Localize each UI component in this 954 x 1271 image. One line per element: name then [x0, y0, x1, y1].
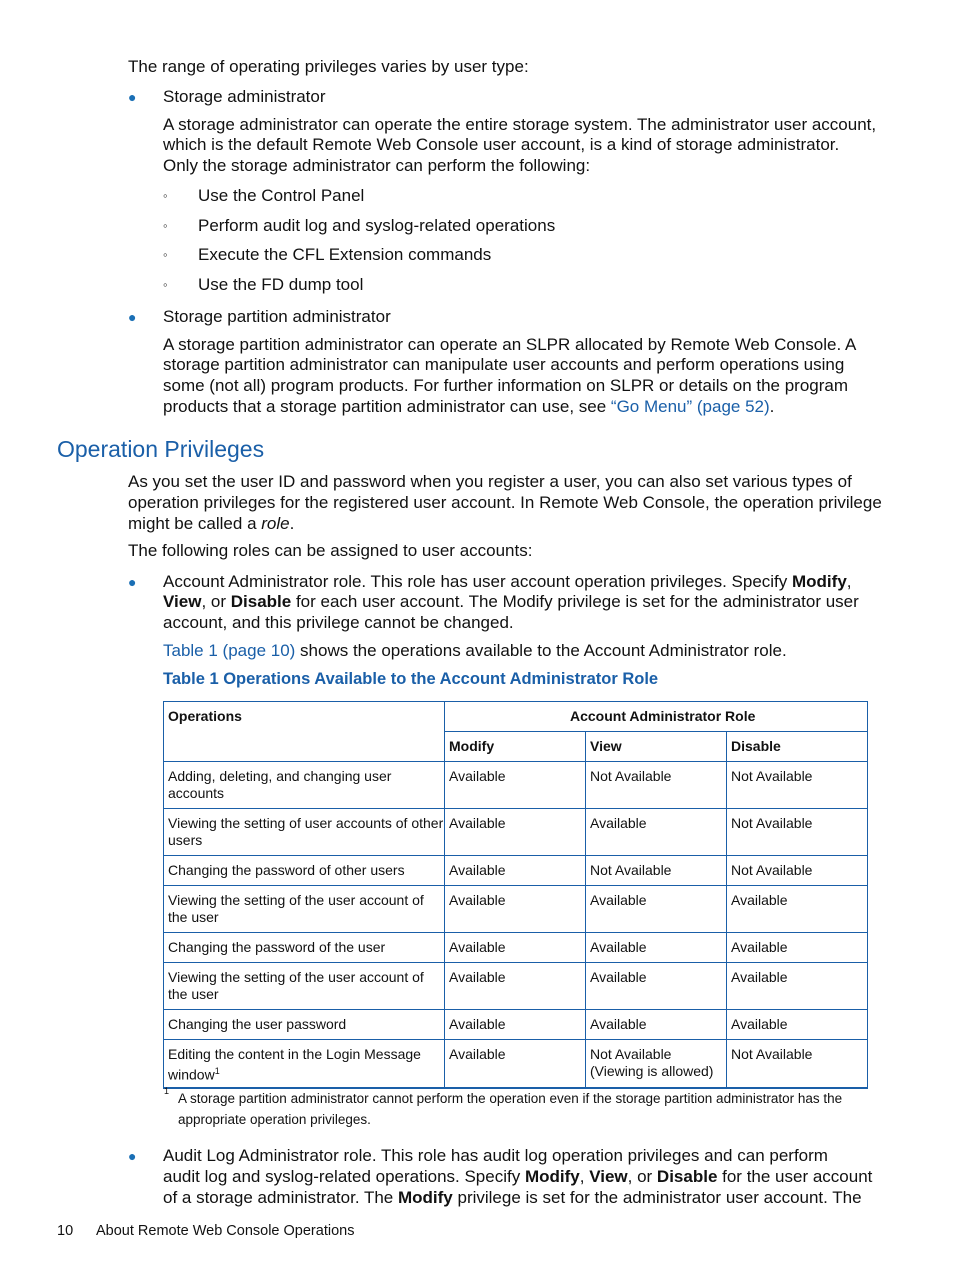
- roles-intro: The following roles can be assigned to user accounts:: [128, 541, 533, 560]
- modify-cell: Available: [449, 815, 506, 831]
- circle-bullet-icon: ◦: [163, 218, 168, 233]
- col-header-group: Account Administrator Role: [570, 708, 756, 724]
- table-border: [867, 702, 868, 1087]
- disable-cell: Not Available: [731, 768, 813, 784]
- partition-admin-line: A storage partition administrator can operate an SLPR allocated by Remote Web Console. A: [163, 335, 857, 354]
- disable-cell: Available: [731, 939, 788, 955]
- table-border: [163, 702, 164, 1087]
- modify-cell: Available: [449, 768, 506, 784]
- view-cell: Available: [590, 1016, 647, 1032]
- sub-list-item: Use the FD dump tool: [198, 275, 364, 294]
- bullet-icon: ●: [128, 309, 137, 325]
- table-border: [163, 761, 868, 762]
- table-row: [168, 939, 385, 956]
- view-cell: Available: [590, 939, 647, 955]
- table-row: [168, 768, 391, 802]
- modify-cell: Available: [449, 892, 506, 908]
- view-cell: Available: [590, 815, 647, 831]
- operation-cell: Adding, deleting, and changing user: [168, 768, 392, 784]
- text: ,: [579, 1167, 590, 1186]
- operation-cell: Viewing the setting of the user account of: [168, 892, 424, 908]
- text: privilege is set for the administrator user account. The: [452, 1188, 862, 1207]
- table-1-link[interactable]: Table 1 (page 10): [163, 641, 296, 660]
- storage-admin-line: which is the default Remote Web Console user account, is a kind of storage administrator.: [163, 135, 840, 154]
- table-border: [585, 732, 586, 1087]
- table-border: [163, 1009, 868, 1010]
- table-border: [163, 808, 868, 809]
- operation-cell: Changing the password of other users: [168, 862, 405, 878]
- modify-cell: Available: [449, 1016, 506, 1032]
- modify-term: Modify: [792, 572, 847, 591]
- table-row: [168, 862, 405, 879]
- view-term: View: [163, 592, 202, 611]
- intro-text: The range of operating privileges varies by user type:: [128, 57, 529, 76]
- col-header-modify: Modify: [449, 738, 495, 754]
- operation-cell: Viewing the setting of user accounts of other: [168, 815, 444, 831]
- section-para-line: operation privileges for the registered user account. In Remote Web Console, the operation privilege: [128, 493, 882, 512]
- text: , or: [201, 592, 231, 611]
- operation-cell: the user: [168, 909, 219, 925]
- bullet-icon: ●: [128, 1148, 137, 1164]
- operation-cell: accounts: [168, 785, 225, 801]
- role-emphasis: role: [261, 514, 290, 533]
- account-admin-line: [163, 571, 852, 592]
- text: , or: [627, 1167, 657, 1186]
- operation-cell: Editing the content in the Login Message: [168, 1046, 421, 1062]
- partition-admin-title: Storage partition administrator: [163, 307, 391, 326]
- text: shows the operations available to the Account Administrator role.: [295, 641, 787, 660]
- sub-list-item: Execute the CFL Extension commands: [198, 245, 492, 264]
- view-cell: [590, 1046, 713, 1080]
- audit-admin-line: [163, 1166, 872, 1187]
- table-border: [163, 855, 868, 856]
- view-cell: Available: [590, 969, 647, 985]
- view-cell: Not Available: [590, 862, 672, 878]
- partition-admin-line: storage partition administrator can manipulate user accounts and perform operations using: [163, 355, 845, 374]
- modify-cell: Available: [449, 862, 506, 878]
- view-cell-text: Not Available: [590, 1046, 672, 1062]
- partition-admin-line: [163, 396, 774, 417]
- text: window: [168, 1066, 215, 1083]
- modify-cell: Available: [449, 1046, 506, 1062]
- disable-cell: Not Available: [731, 815, 813, 831]
- disable-cell: Available: [731, 969, 788, 985]
- view-cell-note: (Viewing is allowed): [590, 1063, 714, 1079]
- table-row: [168, 815, 443, 849]
- operation-cell: Viewing the setting of the user account of: [168, 969, 424, 985]
- disable-cell: Not Available: [731, 862, 813, 878]
- period-text: .: [769, 397, 775, 416]
- table-row: [168, 892, 424, 926]
- text: Account Administrator role. This role has user account operation privileges. Specify: [163, 572, 792, 591]
- table-border: [163, 962, 868, 963]
- account-admin-line: account, and this privilege cannot be changed.: [163, 613, 514, 632]
- table-border: [163, 932, 868, 933]
- footer-title: About Remote Web Console Operations: [96, 1223, 355, 1239]
- text: .: [289, 514, 295, 533]
- view-cell: Available: [590, 892, 647, 908]
- go-menu-link[interactable]: “Go Menu” (page 52): [610, 397, 770, 416]
- storage-admin-line: A storage administrator can operate the entire storage system. The administrator user account,: [163, 115, 877, 134]
- table-border: [444, 702, 445, 1087]
- operations-table: [163, 701, 868, 1089]
- section-para-line: As you set the user ID and password when you register a user, you can also set various types of: [128, 472, 852, 491]
- operation-cell: [168, 1063, 421, 1084]
- operation-cell: the user: [168, 986, 219, 1002]
- audit-admin-line: [163, 1187, 862, 1208]
- table-row: [168, 1016, 346, 1033]
- text: of a storage administrator. The: [163, 1188, 398, 1207]
- footnote-line: A storage partition administrator cannot perform the operation even if the storage partition administrator has the: [178, 1091, 843, 1106]
- col-header-view: View: [590, 738, 622, 754]
- circle-bullet-icon: ◦: [163, 188, 168, 203]
- audit-admin-line: Audit Log Administrator role. This role has audit log operation privileges and can perform: [163, 1146, 828, 1165]
- partition-admin-text: products that a storage partition administrator can use, see: [163, 397, 611, 416]
- modify-cell: Available: [449, 939, 506, 955]
- account-admin-line: [163, 591, 859, 612]
- footnote-ref: 1: [214, 1066, 220, 1076]
- partition-admin-line: some (not all) program products. For further information on SLPR or details on the program: [163, 376, 849, 395]
- disable-cell: Available: [731, 1016, 788, 1032]
- table-row: [168, 1046, 421, 1084]
- col-header-operations: Operations: [168, 708, 242, 724]
- footnote-mark: 1: [164, 1086, 170, 1096]
- text: for each user account. The Modify privilege is set for the administrator user: [291, 592, 859, 611]
- section-para-line: [128, 513, 294, 534]
- footnote-line: appropriate operation privileges.: [178, 1112, 371, 1127]
- table-row: [168, 969, 424, 1003]
- sub-list-item: Perform audit log and syslog-related operations: [198, 216, 556, 235]
- disable-cell: Available: [731, 892, 788, 908]
- operation-cell: users: [168, 832, 203, 848]
- text: for the user account: [717, 1167, 873, 1186]
- disable-term: Disable: [656, 1167, 718, 1186]
- modify-cell: Available: [449, 969, 506, 985]
- page-number: 10: [57, 1223, 74, 1239]
- view-term: View: [589, 1167, 628, 1186]
- disable-term: Disable: [230, 592, 292, 611]
- storage-admin-line: Only the storage administrator can perform the following:: [163, 156, 591, 175]
- bullet-icon: ●: [128, 574, 137, 590]
- view-cell: Not Available: [590, 768, 672, 784]
- table-border: [444, 731, 868, 732]
- text: ,: [846, 572, 852, 591]
- table-reference: [163, 640, 787, 661]
- text: might be called a: [128, 514, 262, 533]
- table-border: [726, 732, 727, 1087]
- operation-cell: Changing the password of the user: [168, 939, 386, 955]
- disable-cell: Not Available: [731, 1046, 813, 1062]
- storage-admin-title: Storage administrator: [163, 87, 326, 106]
- modify-term: Modify: [524, 1167, 580, 1186]
- operation-cell: Changing the user password: [168, 1016, 347, 1032]
- sub-list-item: Use the Control Panel: [198, 186, 365, 205]
- text: audit log and syslog-related operations. Specify: [163, 1167, 525, 1186]
- col-header-disable: Disable: [731, 738, 781, 754]
- circle-bullet-icon: ◦: [163, 247, 168, 262]
- bullet-icon: ●: [128, 89, 137, 105]
- table-border: [163, 1039, 868, 1040]
- table-caption: Table 1 Operations Available to the Account Administrator Role: [163, 670, 659, 688]
- section-heading: Operation Privileges: [57, 436, 265, 462]
- modify-term: Modify: [397, 1188, 453, 1207]
- circle-bullet-icon: ◦: [163, 277, 168, 292]
- table-border: [163, 885, 868, 886]
